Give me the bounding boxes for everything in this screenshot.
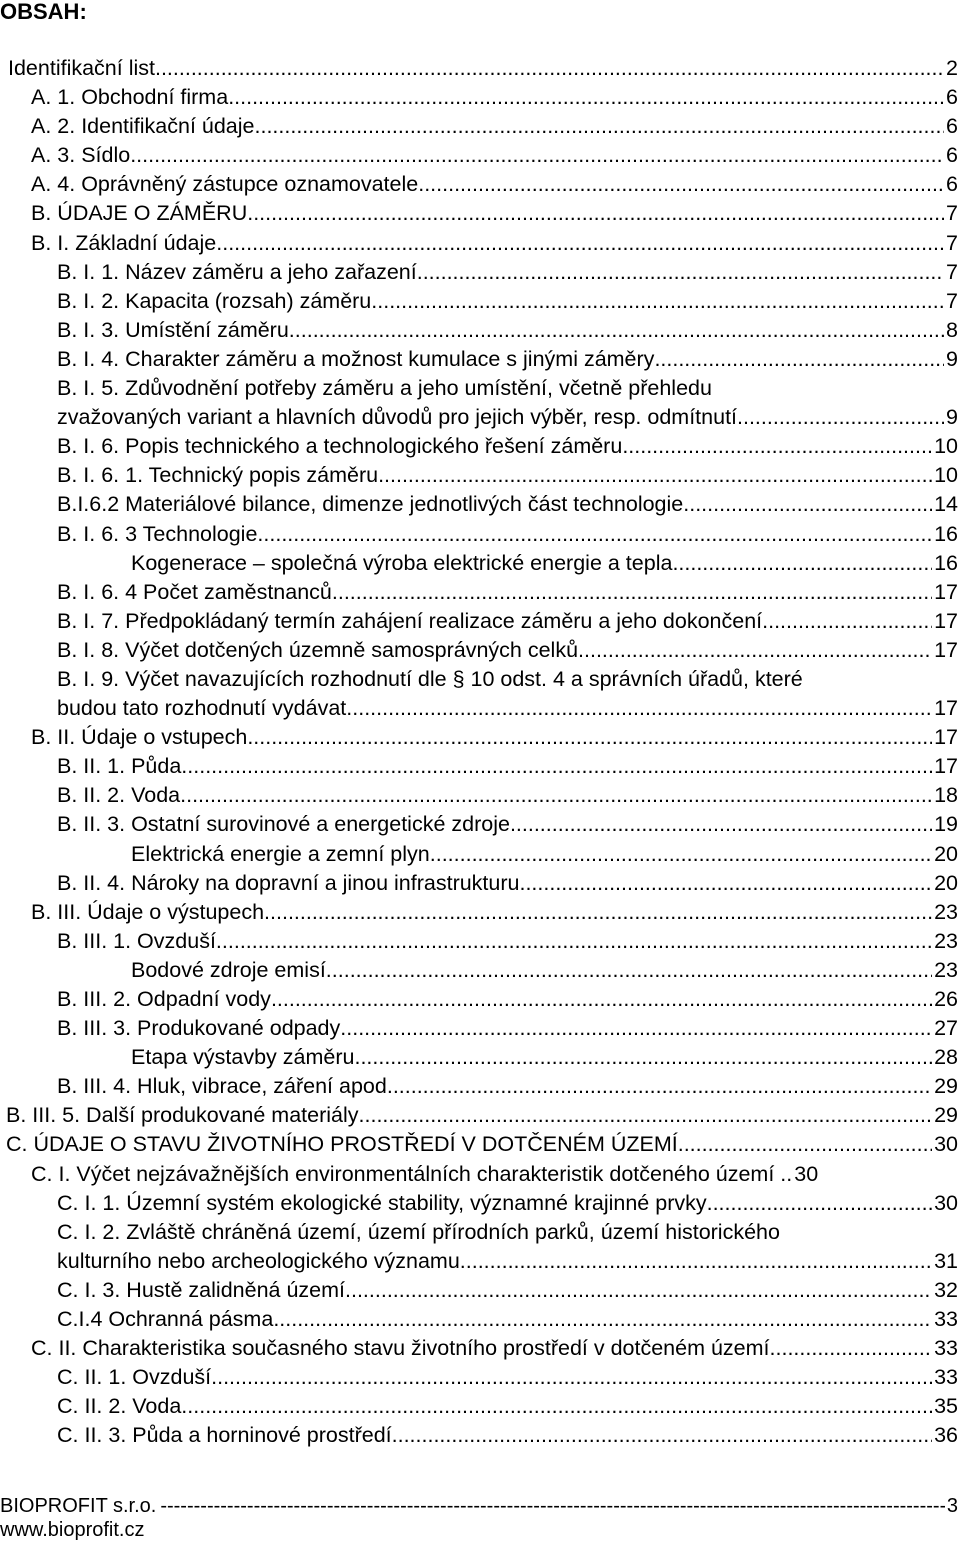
toc-dot-leader (510, 810, 932, 839)
toc-entry-title: A. 1. Obchodní firma (31, 85, 229, 110)
toc-page-number: 33 (934, 1336, 958, 1361)
toc-page-number: 35 (934, 1394, 958, 1419)
toc-dot-leader (352, 694, 932, 723)
toc-page-number: 18 (934, 783, 958, 808)
toc-page-number: 23 (934, 899, 958, 924)
toc-page-number: 8 (946, 317, 958, 342)
toc-entry-title: B. ÚDAJE O ZÁMĚRU (31, 201, 248, 226)
toc-entry[interactable] (0, 112, 958, 141)
toc-dot-leader (762, 607, 932, 636)
toc-entry-title: B. I. 6. Popis technického a technologického řešení záměru (57, 434, 623, 459)
toc-dot-leader (228, 83, 944, 112)
toc-page-number: 27 (934, 1016, 958, 1041)
toc-entry-title: B. III. 2. Odpadní vody (57, 987, 271, 1011)
toc-entry-title: B. II. Údaje o vstupech (31, 725, 248, 750)
toc-dot-leader (678, 1130, 932, 1159)
toc-dot-leader (707, 1189, 932, 1218)
toc-page-number: 2 (946, 56, 958, 80)
toc-page-number: 6 (946, 85, 958, 110)
toc-page-number: 23 (934, 957, 958, 982)
toc-entry[interactable] (0, 549, 958, 578)
toc-dot-leader (257, 520, 932, 549)
toc-entry[interactable] (0, 1305, 958, 1334)
toc-dot-leader (216, 927, 932, 956)
toc-page-number: 17 (934, 637, 958, 662)
toc-entry-title: A. 2. Identifikační údaje (31, 114, 255, 139)
toc-dot-leader (181, 1392, 932, 1421)
toc-entry[interactable] (0, 345, 958, 374)
toc-entry-title: B. I. 1. Název záměru a jeho zařazení (57, 259, 417, 284)
toc-dot-leader (181, 752, 932, 781)
toc-page-number: 14 (934, 492, 958, 517)
toc-page-number: 10 (934, 463, 958, 488)
toc-entry[interactable] (0, 229, 958, 258)
toc-entry-title: A. 3. Sídlo (31, 143, 131, 168)
footer-rule (156, 1494, 945, 1518)
toc-page-number: 23 (934, 928, 958, 953)
toc-entry[interactable] (0, 1218, 958, 1276)
table-of-contents (0, 54, 960, 1451)
toc-entry-title: C. II. 1. Ovzduší (57, 1365, 212, 1390)
toc-dot-leader (578, 636, 932, 665)
toc-page-number: 28 (934, 1045, 958, 1070)
toc-entry[interactable] (0, 985, 958, 1014)
toc-page-number: 7 (946, 201, 958, 226)
toc-dot-leader (264, 898, 932, 927)
toc-entry[interactable] (0, 432, 958, 461)
toc-dot-leader (683, 490, 932, 519)
toc-dot-leader (289, 316, 944, 345)
toc-entry[interactable] (0, 287, 958, 316)
toc-entry[interactable] (0, 956, 958, 985)
toc-entry-title: C. I. 3. Hustě zalidněná území (57, 1277, 346, 1302)
toc-entry-title: B. I. 3. Umístění záměru (57, 317, 289, 342)
toc-dot-leader (180, 781, 932, 810)
toc-entry-title: Kogenerace – společná výroba elektrické energie a tepla (131, 550, 673, 575)
toc-entry-title: C.I.4 Ochranná pásma (57, 1307, 274, 1332)
toc-page-number: 29 (934, 1074, 958, 1099)
toc-page-number: 9 (946, 346, 958, 371)
toc-page-number: 33 (934, 1365, 958, 1390)
toc-page-number: 10 (934, 434, 958, 459)
toc-page-number: 36 (934, 1423, 958, 1448)
toc-dot-leader (326, 956, 932, 985)
toc-page-number: 17 (934, 579, 958, 604)
toc-dot-leader (345, 1276, 932, 1305)
toc-entry[interactable] (0, 869, 958, 898)
toc-page-number: 17 (934, 725, 958, 750)
toc-page-number: 29 (934, 1103, 958, 1128)
toc-entry[interactable] (0, 1392, 958, 1421)
toc-page-number: 7 (946, 259, 958, 284)
toc-page-number: 9 (946, 405, 958, 430)
toc-entry[interactable] (0, 258, 958, 287)
toc-page-number: 6 (946, 114, 958, 139)
toc-entry-title: B. III. 3. Produkované odpady (57, 1016, 341, 1041)
toc-entry[interactable] (0, 607, 958, 636)
toc-entry-title: B. I. 6. 4 Počet zaměstnanců (57, 579, 332, 604)
toc-entry[interactable] (0, 840, 958, 869)
toc-entry[interactable] (0, 461, 958, 490)
toc-dot-leader (130, 141, 944, 170)
toc-entry-title: C. II. Charakteristika současného stavu životního prostředí v dotčeném území (31, 1336, 770, 1361)
toc-dot-leader (418, 170, 944, 199)
footer-company: BIOPROFIT s.r.o. (0, 1495, 157, 1517)
toc-entry[interactable] (0, 54, 958, 83)
toc-entry[interactable] (0, 1072, 958, 1101)
toc-dot-leader (247, 199, 944, 228)
toc-entry-title: Etapa výstavby záměru (131, 1045, 355, 1070)
toc-dot-leader (359, 1101, 933, 1130)
toc-entry-title: Bodové zdroje emisí (131, 957, 326, 982)
toc-entry-title: B.I.6.2 Materiálové bilance, dimenze jednotlivých část technologie (57, 492, 684, 517)
toc-entry-title: B. I. Základní údaje (31, 230, 217, 255)
toc-entry-title: B. I. 7. Předpokládaný termín zahájení realizace záměru a jeho dokončení (57, 608, 763, 633)
toc-page-number: 16 (934, 550, 958, 575)
toc-entry[interactable] (0, 1160, 958, 1189)
toc-dot-leader (332, 578, 932, 607)
toc-dot-leader (672, 549, 932, 578)
toc-page-number: 33 (934, 1307, 958, 1332)
toc-dot-leader (392, 1421, 932, 1450)
toc-page-number: 31 (934, 1248, 958, 1273)
toc-dot-leader (654, 345, 944, 374)
footer-page-number: 3 (946, 1495, 958, 1517)
page-title: OBSAH: (0, 0, 87, 24)
toc-dot-leader (255, 112, 945, 141)
toc-entry[interactable] (0, 374, 958, 432)
toc-page-number: 30 (934, 1132, 958, 1157)
toc-entry-title: B. I. 8. Výčet dotčených územně samosprávných celků (57, 637, 579, 662)
toc-page-number: 26 (934, 987, 958, 1011)
toc-entry-title: B. II. 3. Ostatní surovinové a energetické zdroje (57, 812, 510, 837)
toc-entry[interactable] (0, 170, 958, 199)
toc-dot-leader (417, 258, 944, 287)
toc-entry-title: B. III. 5. Další produkované materiály (6, 1103, 359, 1128)
toc-entry[interactable] (0, 1334, 958, 1363)
toc-entry[interactable] (0, 810, 958, 839)
toc-entry-title: C. II. 2. Voda (57, 1394, 182, 1419)
toc-entry[interactable] (0, 199, 958, 228)
toc-entry-title: zvažovaných variant a hlavních důvodů pro jejich výběr, resp. odmítnutí (57, 405, 738, 430)
toc-entry-title: B. I. 2. Kapacita (rozsah) záměru (57, 288, 372, 313)
toc-entry-title: C. I. 1. Územní systém ekologické stability, významné krajinné prvky (57, 1190, 707, 1215)
toc-dot-leader (247, 723, 932, 752)
toc-entry[interactable] (0, 1189, 958, 1218)
toc-entry[interactable] (0, 1363, 958, 1392)
toc-page-number: 6 (946, 172, 958, 197)
toc-page-number: 32 (934, 1277, 958, 1302)
toc-entry[interactable] (0, 316, 958, 345)
toc-page-number: 6 (946, 143, 958, 168)
toc-dot-leader (371, 287, 944, 316)
toc-dot-leader (393, 1072, 932, 1101)
toc-entry[interactable] (0, 490, 958, 519)
toc-page-number: 7 (946, 230, 958, 255)
toc-dot-leader (155, 54, 944, 83)
toc-dot-leader (519, 869, 932, 898)
toc-entry[interactable] (0, 723, 958, 752)
toc-entry[interactable] (0, 1043, 958, 1072)
toc-dot-leader (271, 985, 932, 1014)
toc-entry-title: B. II. 2. Voda (57, 783, 181, 808)
toc-entry[interactable] (0, 141, 958, 170)
toc-entry-title: B. III. 4. Hluk, vibrace, záření apod. (57, 1074, 393, 1099)
toc-entry-title: budou tato rozhodnutí vydávat. (57, 696, 353, 721)
toc-page-number: 17 (934, 696, 958, 721)
toc-entry-title: B. III. 1. Ovzduší (57, 928, 216, 953)
toc-entry[interactable] (0, 1130, 958, 1159)
footer-website-link[interactable]: www.bioprofit.cz (0, 1519, 145, 1541)
toc-entry-title: Elektrická energie a zemní plyn (131, 841, 430, 866)
toc-entry-title: A. 4. Oprávněný zástupce oznamovatele (31, 172, 419, 197)
toc-page-number: 16 (934, 521, 958, 546)
toc-entry[interactable] (0, 1014, 958, 1043)
toc-dot-leader (737, 403, 944, 432)
toc-dot-leader (622, 432, 932, 461)
toc-dot-leader (430, 840, 932, 869)
toc-entry-title: B. I. 4. Charakter záměru a možnost kumulace s jinými záměry (57, 346, 655, 371)
toc-entry[interactable] (0, 781, 958, 810)
toc-dot-leader (211, 1363, 932, 1392)
toc-entry-title: B. II. 4. Nároky na dopravní a jinou infrastrukturu (57, 870, 520, 895)
toc-dot-leader (273, 1305, 932, 1334)
toc-dot-leader (216, 229, 944, 258)
toc-entry-title: kulturního nebo archeologického významu (57, 1248, 460, 1273)
toc-entry-title-first-line: C. I. 2. Zvláště chráněná území, území přírodních parků, území historického (57, 1219, 780, 1244)
toc-entry[interactable] (0, 1276, 958, 1305)
toc-page-number: 20 (934, 870, 958, 895)
toc-entry-title: Identifikační list (8, 56, 155, 80)
toc-dot-leader (340, 1014, 932, 1043)
toc-page-number: 7 (946, 288, 958, 313)
toc-dot-leader (770, 1334, 933, 1363)
toc-entry-title: B. II. 1. Půda (57, 754, 182, 779)
toc-entry-title: B. III. Údaje o výstupech (31, 899, 265, 924)
toc-page-number: 30 (934, 1190, 958, 1215)
toc-entry[interactable] (0, 665, 958, 723)
toc-entry[interactable] (0, 927, 958, 956)
toc-entry[interactable] (0, 636, 958, 665)
toc-entry[interactable] (0, 83, 958, 112)
toc-page-number: 17 (934, 608, 958, 633)
toc-entry-title: C. ÚDAJE O STAVU ŽIVOTNÍHO PROSTŘEDÍ V DOTČENÉM ÚZEMÍ (6, 1132, 678, 1157)
toc-entry-title-first-line: B. I. 5. Zdůvodnění potřeby záměru a jeho umístění, včetně přehledu (57, 376, 712, 401)
toc-entry[interactable] (0, 898, 958, 927)
toc-dot-leader (460, 1247, 932, 1276)
toc-entry[interactable] (0, 752, 958, 781)
toc-entry[interactable] (0, 1421, 958, 1450)
toc-entry[interactable] (0, 520, 958, 549)
toc-dot-leader (378, 461, 932, 490)
toc-page-number: 19 (934, 812, 958, 837)
toc-entry[interactable] (0, 578, 958, 607)
toc-entry[interactable] (0, 1101, 958, 1130)
toc-entry-title: C. I. Výčet nejzávažnějších environmentálních charakteristik dotčeného území .. (31, 1161, 793, 1186)
page-footer (0, 1494, 958, 1542)
toc-page-number: 30 (794, 1161, 819, 1186)
toc-entry-title: C. II. 3. Půda a horninové prostředí (57, 1423, 392, 1448)
toc-dot-leader (354, 1043, 932, 1072)
toc-entry-title-first-line: B. I. 9. Výčet navazujících rozhodnutí dle § 10 odst. 4 a správních úřadů, které (57, 666, 803, 691)
toc-page-number: 17 (934, 754, 958, 779)
toc-entry-title: B. I. 6. 3 Technologie (57, 521, 258, 546)
toc-entry-title: B. I. 6. 1. Technický popis záměru (57, 463, 379, 488)
toc-page-number: 20 (934, 841, 958, 866)
